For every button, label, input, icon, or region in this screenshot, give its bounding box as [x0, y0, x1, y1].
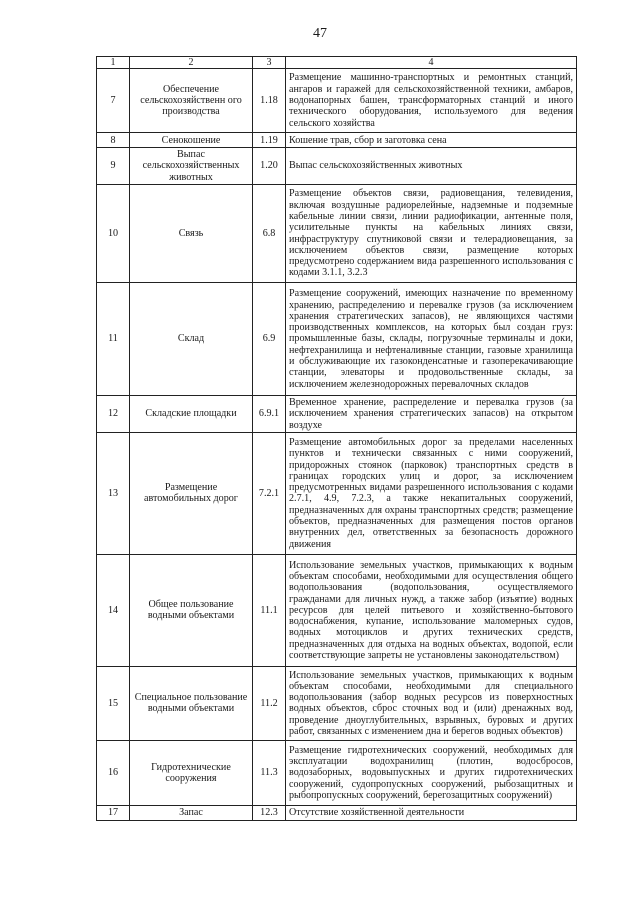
row-number: 8 [97, 133, 130, 148]
table-row [97, 283, 577, 396]
row-number: 10 [97, 185, 130, 283]
row-number: 17 [97, 805, 130, 820]
land-use-code: 11.3 [253, 740, 286, 805]
land-use-description: Размещение объектов связи, радиовещания, телевидения, включая воздушные радиорелейные, надземные и подземные кабельные линии связи, линии радиофикации, антенные поля, усилительные пункты на кабельных линиях связи, инфраструктуру спутниковой связи и телерадиовещания, за исключением объектов связи, размещение которых предусмотрено содержанием вида разрешенного использования с кодами 3.1.1, 3.2.3 [286, 185, 577, 283]
row-number: 7 [97, 69, 130, 133]
land-use-description: Использование земельных участков, примыкающих к водным объектам способами, необходимыми для специального водопользования (забор водных ресурсов из поверхностных водных объектов, сброс сточных вод и (или) дренажных вод, проведение дноуглубительных, взрывных, буровых и других работ, связанных с изменением дна и берегов водных объектов) [286, 666, 577, 740]
land-use-name: Обеспечение сельскохозяйственн ого производства [130, 69, 253, 133]
table-row [97, 69, 577, 133]
land-use-description: Временное хранение, распределение и перевалка грузов (за исключением хранения стратегических запасов) на открытом воздухе [286, 396, 577, 433]
header-cell: 1 [97, 57, 130, 69]
land-use-name: Связь [130, 185, 253, 283]
land-use-description: Кошение трав, сбор и заготовка сена [286, 133, 577, 148]
land-use-description: Использование земельных участков, примыкающих к водным объектам способами, необходимыми для осуществления общего водопользования (водопользования, осуществляемого гражданами для личных нужд, а также забор (изъятие) водных ресурсов для целей питьевого и хозяйственно-бытового водоснабжения, купание, использование маломерных судов, водных мотоциклов и других технических средств, предназначенных для отдыха на водных объектах, водопой, если соответствующие запреты не установлены законодательством) [286, 554, 577, 666]
land-use-name: Гидротехнические сооружения [130, 740, 253, 805]
land-use-description: Размещение автомобильных дорог за пределами населенных пунктов и технически связанных с ними сооружений, придорожных стоянок (парковок) транспортных средств в границах городских улиц и дорог, за исключением предусмотренных видами разрешенного использования с кодами 2.7.1, 4.9, 7.2.3, а также некапитальных сооружений, предназначенных для охраны транспортных средств; размещение объектов, предназначенных для размещения постов органов внутренних дел, ответственных за безопасность дорожного движения [286, 432, 577, 554]
land-use-name: Специальное пользование водными объектами [130, 666, 253, 740]
table-row [97, 805, 577, 820]
land-use-code: 6.9 [253, 283, 286, 396]
table-row [97, 133, 577, 148]
land-use-description: Выпас сельскохозяйственных животных [286, 148, 577, 185]
land-use-code: 7.2.1 [253, 432, 286, 554]
land-use-code: 6.8 [253, 185, 286, 283]
land-use-description: Размещение машинно-транспортных и ремонтных станций, ангаров и гаражей для сельскохозяйственной техники, амбаров, водонапорных башен, трансформаторных станций и иного технического оборудования, используемого для ведения сельского хозяйства [286, 69, 577, 133]
row-number: 15 [97, 666, 130, 740]
table-row [97, 148, 577, 185]
land-use-code: 12.3 [253, 805, 286, 820]
row-number: 11 [97, 283, 130, 396]
land-use-name: Сенокошение [130, 133, 253, 148]
land-use-code: 6.9.1 [253, 396, 286, 433]
land-use-name: Склад [130, 283, 253, 396]
table-row [97, 185, 577, 283]
header-cell: 2 [130, 57, 253, 69]
land-use-description: Размещение гидротехнических сооружений, необходимых для эксплуатации водохранилищ (плотин, водосбросов, водозаборных, водовыпускных и других гидротехнических сооружений, судопропускных сооружений, рыбозащитных и рыбопропускных сооружений, берегозащитных сооружений) [286, 740, 577, 805]
land-use-name: Запас [130, 805, 253, 820]
land-use-name: Общее пользование водными объектами [130, 554, 253, 666]
row-number: 16 [97, 740, 130, 805]
table-header-row [97, 57, 577, 69]
land-use-table [96, 56, 577, 821]
row-number: 14 [97, 554, 130, 666]
land-use-name: Выпас сельскохозяйственных животных [130, 148, 253, 185]
land-use-code: 11.1 [253, 554, 286, 666]
land-use-description: Отсутствие хозяйственной деятельности [286, 805, 577, 820]
row-number: 12 [97, 396, 130, 433]
land-use-code: 1.20 [253, 148, 286, 185]
land-use-name: Размещение автомобильных дорог [130, 432, 253, 554]
table-row [97, 396, 577, 433]
table-row [97, 666, 577, 740]
header-cell: 3 [253, 57, 286, 69]
land-use-code: 1.18 [253, 69, 286, 133]
land-use-code: 1.19 [253, 133, 286, 148]
table-row [97, 432, 577, 554]
page-number: 47 [313, 26, 327, 41]
land-use-name: Складские площадки [130, 396, 253, 433]
table-row [97, 554, 577, 666]
land-use-description: Размещение сооружений, имеющих назначение по временному хранению, распределению и перевалке грузов (за исключением хранения стратегических запасов), не являющихся частями производственных комплексов, на которых был создан груз: промышленные базы, склады, погрузочные терминалы и доки, нефтехранилища и нефтеналивные станции, газовые хранилища и обслуживающие их газоконденсатные и газоперекачивающие станции, элеваторы и продовольственные склады, за исключением железнодорожных перевалочных складов [286, 283, 577, 396]
table-row [97, 740, 577, 805]
row-number: 13 [97, 432, 130, 554]
header-cell: 4 [286, 57, 577, 69]
row-number: 9 [97, 148, 130, 185]
land-use-code: 11.2 [253, 666, 286, 740]
